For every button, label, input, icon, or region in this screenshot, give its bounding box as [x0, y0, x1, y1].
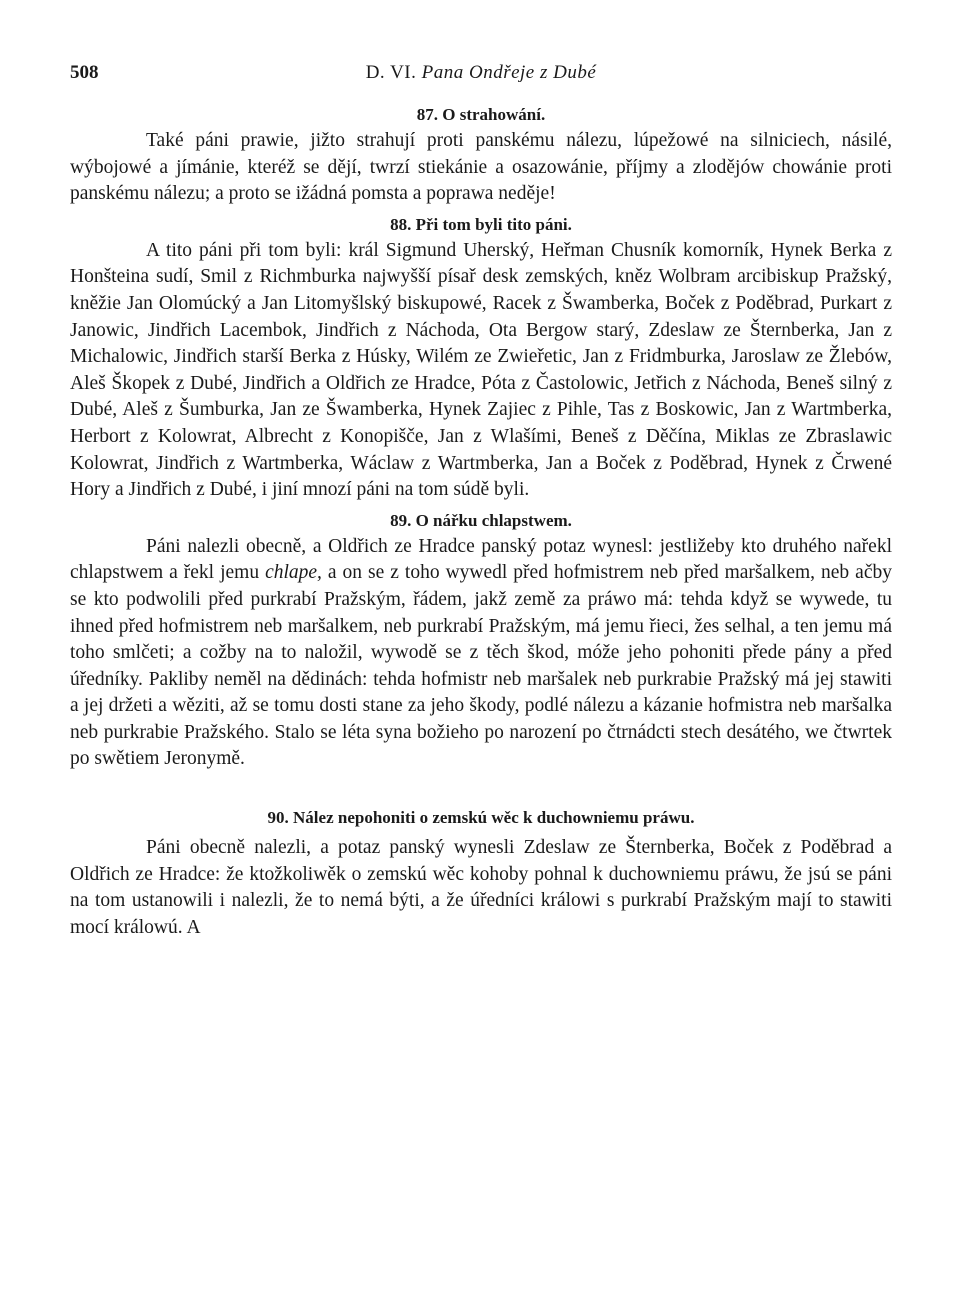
paragraph-text-part: a on se z toho wywedl před hofmistrem neb před maršalkem, neb ačby se kto podwolili před purkrabí Pražským, řádem, jakž země za práwo má: tehda když se wywede, tu ihned před hofmistrem neb maršalkem, neb purkrabí Pražským, má jemu řieci, žes selhal, a ten jemu má toho smlčeti; a cožby na to naložil, wywodě se z těch škod, móže jeho pohoniti přede pány a před úředníky. Pakliby neměl na dědinách: tehda hofmistr neb maršalek neb purkrabie Pražský má jej stawiti a jej držeti a wěziti, až se tomu dosti stane za jeho škody, podlé nálezu a kázanie hofmistra neb maršalka neb purkrabie Pražského. Stalo se léta syna božieho po narození po čtrnádcti stech desátého, we čtwrtek po swětiem Jeronymě.: [70, 562, 892, 770]
page-number: 508: [70, 62, 99, 83]
book-page: [70, 58, 892, 941]
chapter-label: D. VI.: [365, 62, 417, 83]
italic-word: chlape,: [265, 562, 322, 584]
section-heading-87: 87. O strahowání.: [416, 105, 546, 124]
paragraph-text-part: Páni nalezli obecně, a Oldřich ze Hradce panský potaz wynesl: jestližeby kto druhého nařekl chlapstwem a řekl jemu: [70, 535, 892, 584]
page-header: [70, 58, 892, 88]
running-head: [70, 58, 892, 88]
running-title: Pana Ondřeje z Dubé: [421, 62, 597, 83]
section-paragraph-87: Také páni prawie, jižto strahují proti panskému nálezu, lúpežowé na silniciech, násilé, wýbojowé a jímánie, kteréž se dějí, twrzí stiekánie a osazowánie, příjmy a zlodějów chowánie proti panskému nálezu; a proto se ižádná pomsta a poprawa neděje!: [70, 130, 892, 205]
section-paragraph-89: [70, 534, 892, 773]
section-paragraph-88: A tito páni při tom byli: král Sigmund Uherský, Heřman Chusník komorník, Hynek Berka z Honšteina sudí, Smil z Richmburka najwyšší písař desk zemských, kněz Wolbram arcibiskup Pražský, kněžie Jan Olomúcký a Jan Litomyšlský biskupowé, Racek z Šwamberka, Boček z Poděbrad, Purkart z Janowic, Jindřich Lacembok, Jindřich z Náchoda, Ota Bergow starý, Zdeslaw ze Šternberka, Jan z Michalowic, Jindřich starší Berka z Húsky, Wilém ze Zwieřetic, Jan z Fridmburka, Jaroslaw ze Žlebów, Aleš Škopek z Dubé, Jindřich a Oldřich ze Hradce, Póta z Častolowic, Jetřich z Náchoda, Beneš silný z Dubé, Aleš z Šumburka, Jan ze Šwamberka, Hynek Zajiec z Pihle, Tas z Boskowic, Jan z Wartmberka, Herbort z Kolowrat, Albrecht z Konopišče, Jan z Wlašími, Beneš z Děčína, Miklas ze Zbraslawic Kolowrat, Jindřich z Wartmberka, Wáclaw z Wartmberka, Jan a Boček z Poděbrad, Hynek z Črwené Hory a Jindřich z Dubé, i jiní mnozí páni na tom súdě byli.: [70, 239, 892, 501]
section-heading-90: 90. Nález nepohoniti o zemskú wěc k duchowniemu práwu.: [267, 808, 695, 828]
section-heading-88: 88. Při tom byli tito páni.: [390, 214, 572, 234]
section-heading-89: 89. O nářku chlapstwem.: [390, 510, 572, 530]
section-paragraph-90: Páni obecně nalezli, a potaz panský wynesli Zdeslaw ze Šternberka, Boček z Poděbrad a Oldřich ze Hradce: že ktožkoliwěk o zemskú wěc kohoby pohnal k duchowniemu práwu, že jsú se páni na tom ustanowili i nalezli, že to nemá býti, a že úředníci králowi s purkrabí Pražským mají to stawiti mocí králowú. A: [70, 837, 892, 938]
